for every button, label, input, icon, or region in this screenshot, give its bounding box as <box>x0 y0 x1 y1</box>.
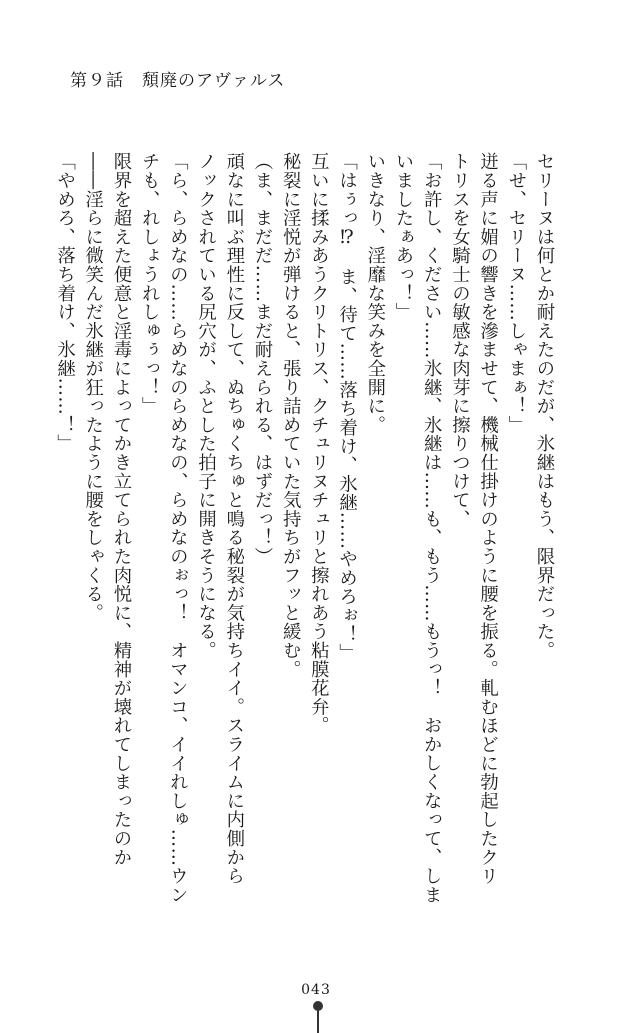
ornament-stem <box>317 1010 319 1033</box>
text-line: いましたぁあっ！」 <box>392 152 414 322</box>
text-line: 「やめろ、落ち着け、氷継……！」 <box>54 152 76 453</box>
text-line: 「ら、らめなの……らめなのらめなの、らめなのぉっ！ オマンコ、イイれしゅ……ウン <box>167 152 189 904</box>
body-text <box>54 152 558 912</box>
running-header <box>70 66 285 91</box>
text-line: 限界を超えた便意と淫毒によってかき立てられた肉悦に、精神が壊れてしまったのか <box>110 152 132 867</box>
text-line: トリスを女騎士の敏感な肉芽に擦りつけて、 <box>449 152 471 528</box>
text-line: 頑なに叫ぶ理性に反して、ぬちゅくちゅと鳴る秘裂が気持ちイイ。スライムに内側から <box>223 152 245 886</box>
text-line: 「せ、セリーヌ……しゃまぁ！」 <box>505 152 527 434</box>
text-line: ――淫らに微笑んだ氷継が狂ったように腰をしゃくる。 <box>82 152 104 622</box>
chapter-number: 第９話 <box>70 71 124 91</box>
text-line: 「お許し、ください……氷継、氷継は……も、もう……もうっ！ おかしくなって、しま <box>421 152 443 904</box>
page-ornament-icon <box>312 1001 324 1033</box>
text-line: 「はぅっ⁉ ま、待て……落ち着け、氷継……やめろぉ！」 <box>336 152 358 663</box>
text-line: 互いに揉みあうクリトリス、クチュリヌチュリと擦れあう粘膜花弁。 <box>308 152 330 735</box>
text-line: （ま、まだだ……まだ耐えられる、はずだっ！） <box>251 152 273 566</box>
text-line: チも、れしょうれしゅぅっ！」 <box>139 152 161 416</box>
text-line: 迸る声に媚の響きを滲ませて、機械仕掛けのように腰を振る。軋むほどに勃起したクリ <box>477 152 499 886</box>
page-number: 043 <box>301 982 331 998</box>
text-line: ノックされている尻穴が、ふとした拍子に開きそうになる。 <box>195 152 217 660</box>
text-line: セリーヌは何とか耐えたのだが、氷継はもう、限界だった。 <box>534 152 555 660</box>
text-line: 秘裂に淫悦が弾けると、張り詰めていた気持ちがフッと緩む。 <box>280 152 302 679</box>
chapter-title: 頽廃のアヴァルス <box>142 71 286 91</box>
text-line: いきなり、淫靡な笑みを全開に。 <box>364 152 386 434</box>
